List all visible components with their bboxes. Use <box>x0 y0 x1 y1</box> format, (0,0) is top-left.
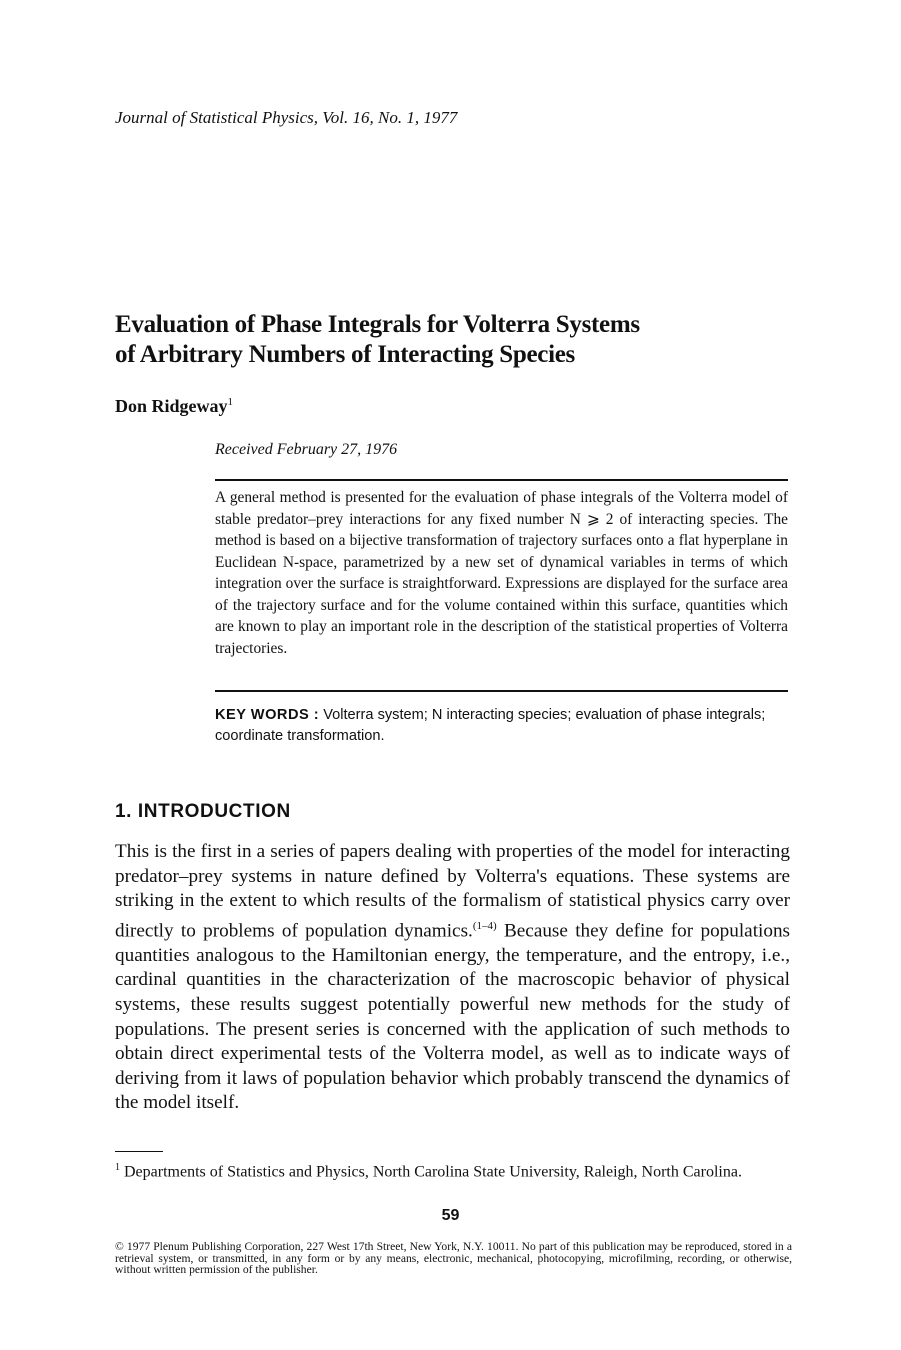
author <box>115 396 233 417</box>
footnote-rule <box>115 1151 163 1152</box>
footnote <box>115 1157 790 1183</box>
section-heading: 1. INTRODUCTION <box>115 801 291 822</box>
paper-title-line-1: Evaluation of Phase Integrals for Volterra Systems <box>115 311 640 338</box>
paragraph-part-1: This is the first in a series of papers dealing with properties of the model for interacting predator–prey systems in nature defined by Volterra's equations. These systems are striking in the extent to which results of the formalism of statistical physics carry over directly to problems of population dynamics. <box>115 841 790 942</box>
journal-citation: Journal of Statistical Physics, Vol. 16, No. 1, 1977 <box>115 108 458 127</box>
page-number: 59 <box>441 1207 460 1224</box>
received-date: Received February 27, 1976 <box>215 441 398 458</box>
author-footnote-mark: 1 <box>227 396 234 408</box>
keywords <box>215 705 790 747</box>
keywords-text: Volterra system; N interacting species; evaluation of phase integrals; coordinate transformation. <box>215 707 766 744</box>
introduction-paragraph <box>115 840 790 1116</box>
citation-reference: (1–4) <box>472 919 497 932</box>
abstract-top-rule <box>215 479 788 481</box>
paper-title-line-2: of Arbitrary Numbers of Interacting Species <box>115 341 575 368</box>
paragraph-part-2: Because they define for populations quantities analogous to the Hamiltonian energy, the temperature, and the entropy, i.e., cardinal quantities in the characterization of the macroscopic behavior of physical systems, these results suggest potentially powerful new methods for the study of populations. The present series is concerned with the application of such methods to obtain direct experimental tests of the Volterra model, as well as to indicate ways of deriving from it laws of population behavior which probably transcend the dynamics of the model itself. <box>115 920 791 1114</box>
keywords-label: KEY WORDS : <box>215 707 320 723</box>
abstract: A general method is presented for the evaluation of phase integrals of the Volterra model of stable predator–prey interactions for any fixed number N ⩾ 2 of interacting species. The method is based on a bijective transformation of trajectory surfaces onto a flat hyperplane in Euclidean N-space, parametrized by a new set of dynamical variables in terms of which integration over the surface is straightforward. Expressions are displayed for the surface area of the trajectory surface and for the volume contained within this surface, quantities which are known to play an important role in the description of the statistical properties of Volterra trajectories. <box>215 489 788 657</box>
author-name: Don Ridgeway <box>115 396 228 416</box>
footnote-mark: 1 <box>115 1162 120 1173</box>
footnote-text: Departments of Statistics and Physics, North Carolina State University, Raleigh, North Carolina. <box>124 1163 742 1181</box>
abstract-bottom-rule <box>215 690 788 692</box>
paper-title <box>115 310 795 370</box>
copyright-notice: © 1977 Plenum Publishing Corporation, 227 West 17th Street, New York, N.Y. 10011. No part of this publication may be reproduced, stored in a retrieval system, or transmitted, in any form or by any means, electronic, mechanical, photocopying, microfilming, recording, or otherwise, without written permission of the publisher. <box>115 1240 792 1276</box>
